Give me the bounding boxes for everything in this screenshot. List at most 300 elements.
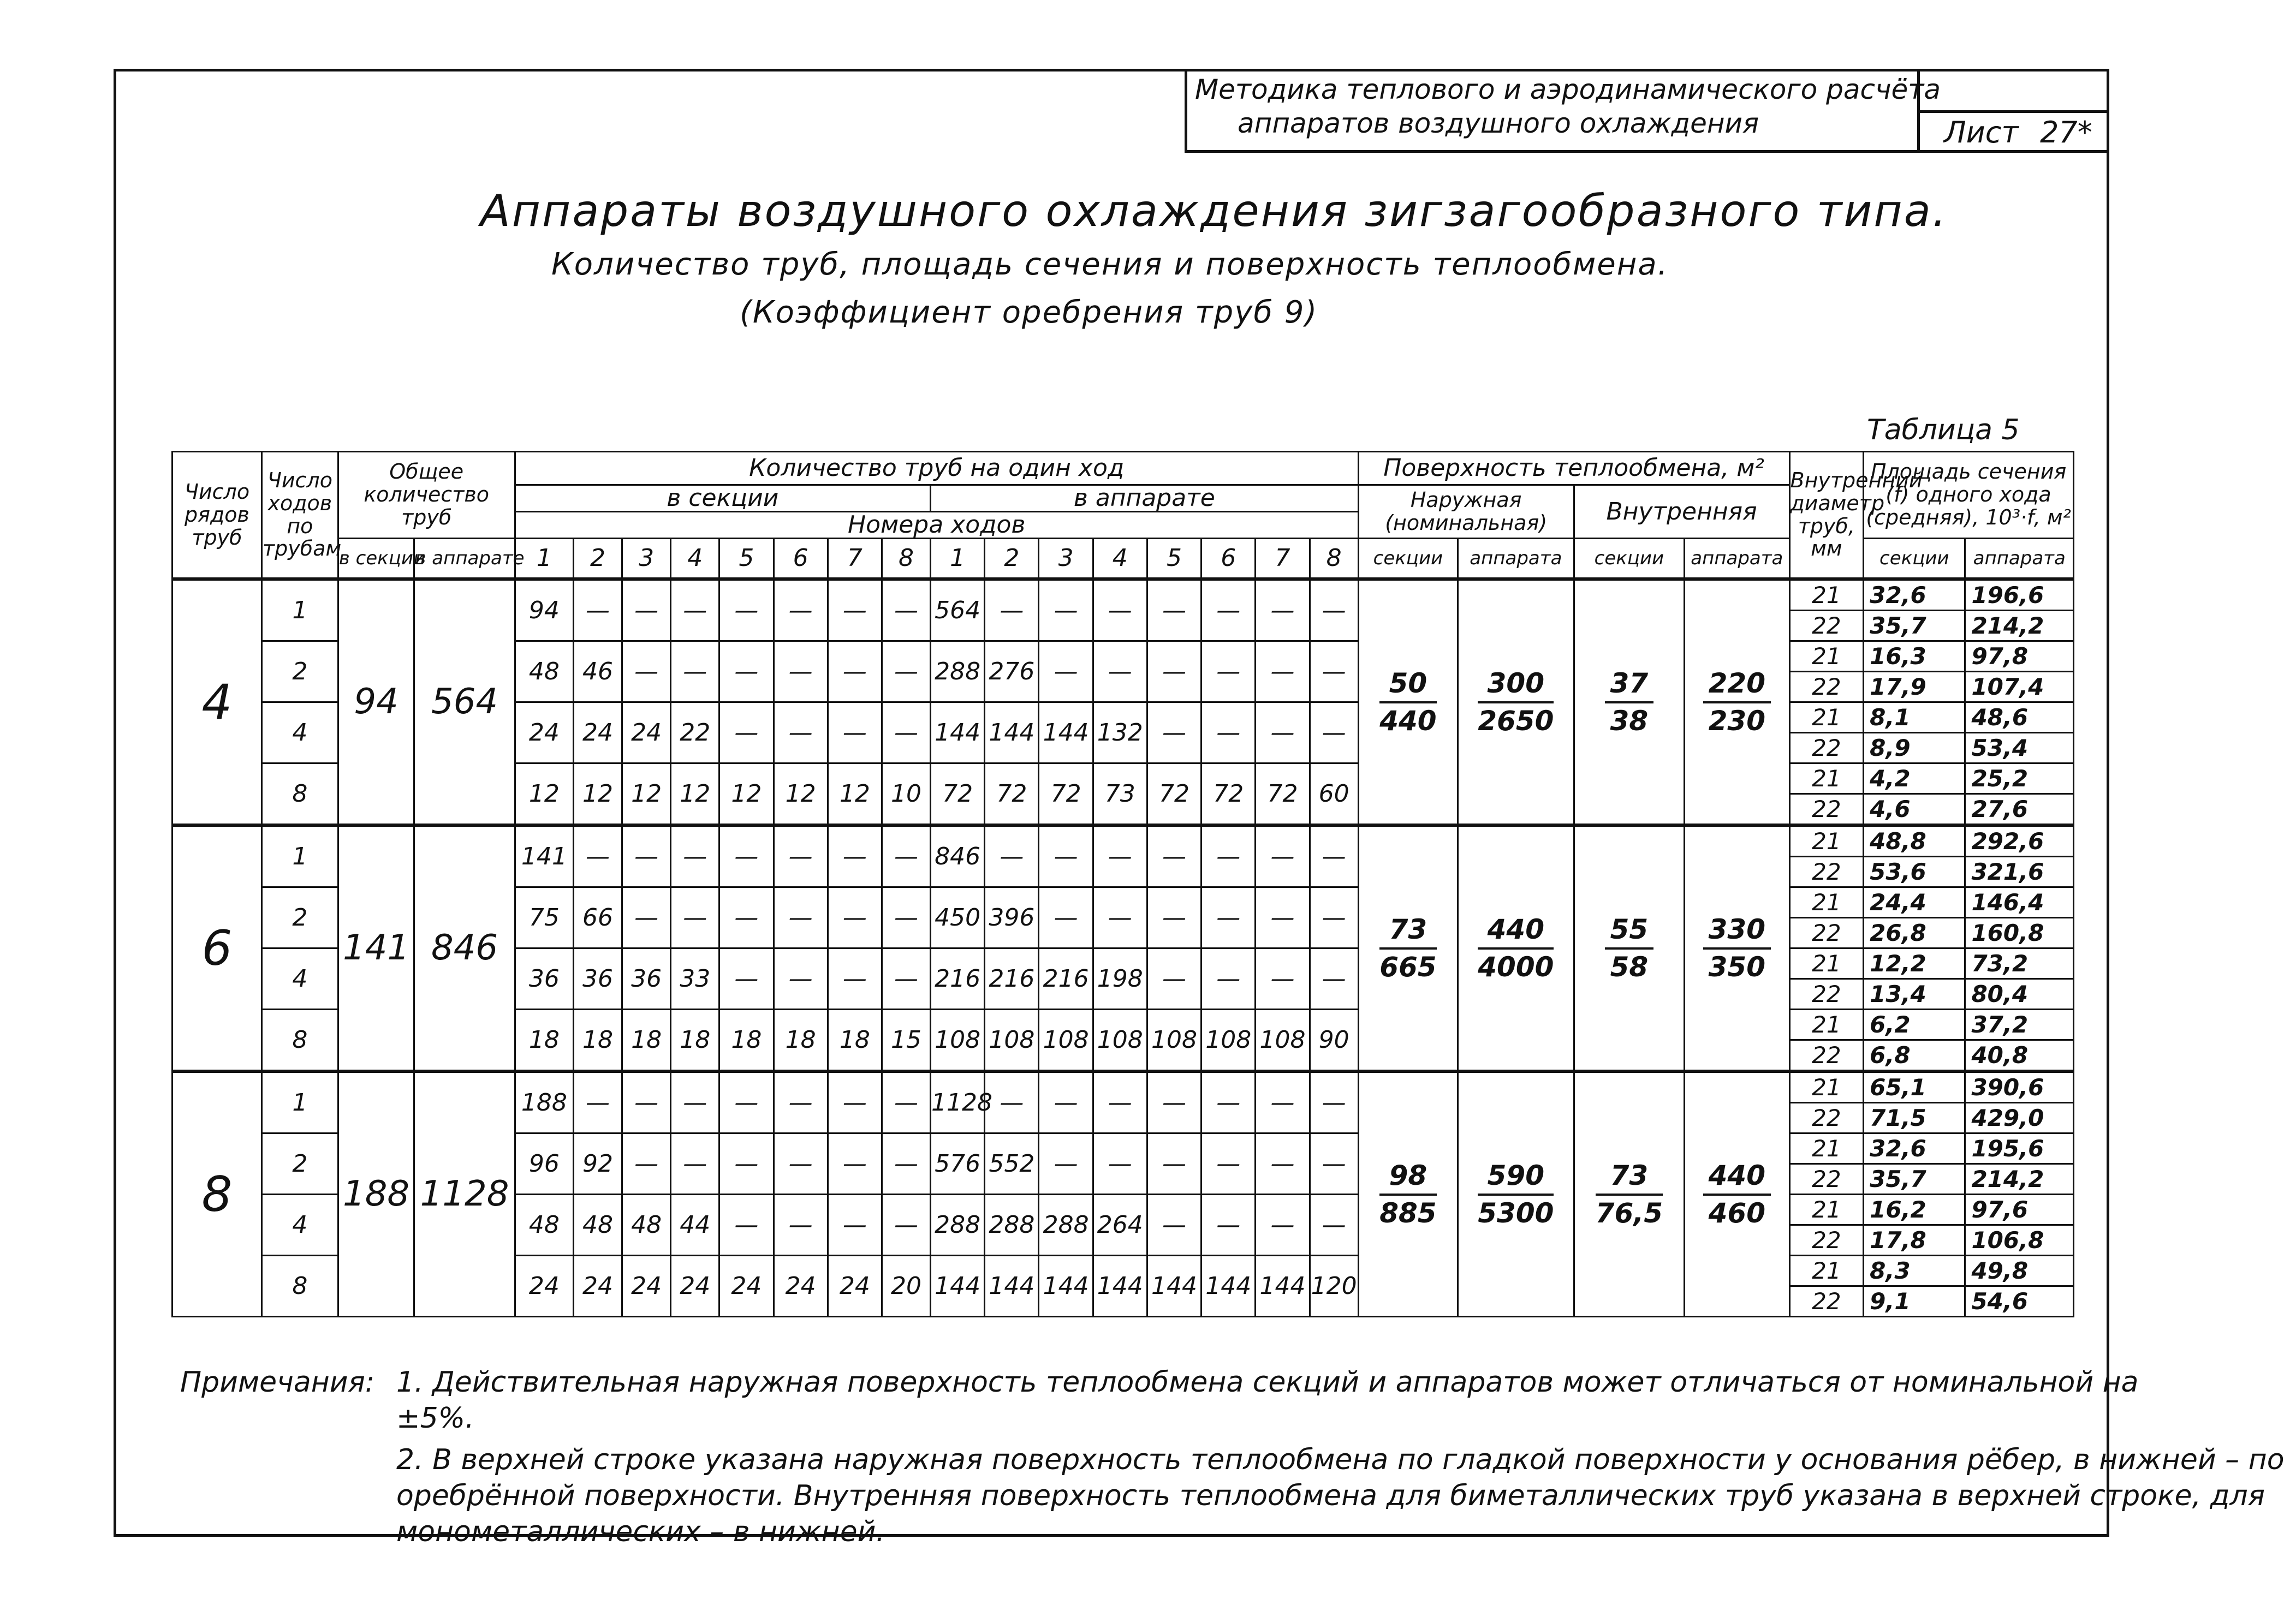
inner-diameter: 22 (1789, 1040, 1864, 1072)
tubes-per-pass-apparatus: 72 (1147, 763, 1201, 826)
tubes-per-pass-apparatus: — (1147, 579, 1201, 641)
area-section: 32,6 (1864, 1133, 1965, 1164)
area-apparatus: 195,6 (1965, 1133, 2074, 1164)
inner-surface-section-top: 73 (1596, 1161, 1663, 1196)
tubes-per-pass-apparatus: — (1147, 948, 1201, 1010)
area-apparatus: 107,4 (1965, 672, 2074, 702)
header-diameter: Внутренний диаметр труб, мм (1789, 452, 1864, 580)
area-section: 35,7 (1864, 1164, 1965, 1195)
tubes-per-pass-section: — (828, 702, 882, 763)
total-tubes-section: 188 (338, 1071, 414, 1317)
header-pass-numbers: Номера ходов (515, 512, 1358, 539)
area-apparatus: 40,8 (1965, 1040, 2074, 1072)
tubes-per-pass-section: — (622, 641, 671, 702)
tubes-per-pass-apparatus: 144 (1093, 1256, 1147, 1317)
tubes-per-pass-section: 24 (671, 1256, 719, 1317)
tubes-per-pass-section: — (671, 641, 719, 702)
tubes-per-pass-section: — (719, 887, 774, 948)
area-apparatus: 196,6 (1965, 579, 2074, 611)
tubes-per-pass-section: — (671, 1133, 719, 1195)
tubes-per-pass-apparatus: — (1147, 1133, 1201, 1195)
tubes-per-pass-apparatus: 216 (985, 948, 1039, 1010)
tubes-per-pass-section: 36 (574, 948, 622, 1010)
tubes-per-pass-apparatus: 276 (985, 641, 1039, 702)
tubes-per-pass-section: 33 (671, 948, 719, 1010)
inner-diameter: 21 (1789, 1133, 1864, 1164)
header-pass-number-apparatus: 4 (1093, 539, 1147, 580)
header-outer-apparatus: аппарата (1458, 539, 1574, 580)
header-pass-number-apparatus: 5 (1147, 539, 1201, 580)
tubes-per-pass-section: 92 (574, 1133, 622, 1195)
header-pass-number-section: 2 (574, 539, 622, 580)
passes-count: 4 (262, 948, 338, 1010)
outer-surface-section-top: 50 (1379, 669, 1436, 703)
tubes-per-pass-section: 20 (882, 1256, 930, 1317)
area-section: 8,1 (1864, 702, 1965, 733)
inner-diameter: 21 (1789, 1256, 1864, 1286)
passes-count: 2 (262, 1133, 338, 1195)
tubes-per-pass-apparatus: — (1147, 1195, 1201, 1256)
tubes-per-pass-apparatus: — (1310, 887, 1358, 948)
tubes-per-pass-apparatus: — (985, 825, 1039, 887)
tubes-per-pass-apparatus: — (1201, 887, 1256, 948)
tubes-per-pass-apparatus: 288 (985, 1195, 1039, 1256)
inner-diameter: 22 (1789, 1164, 1864, 1195)
header-pass-number-apparatus: 7 (1256, 539, 1310, 580)
tubes-per-pass-section: 94 (515, 579, 573, 641)
area-apparatus: 80,4 (1965, 979, 2074, 1010)
tubes-per-pass-apparatus: — (1093, 641, 1147, 702)
tubes-per-pass-section: — (882, 641, 930, 702)
passes-count: 8 (262, 1010, 338, 1072)
inner-surface-section-bottom: 38 (1610, 705, 1649, 737)
outer-surface-apparatus-bottom: 5300 (1478, 1197, 1554, 1229)
tubes-per-pass-apparatus: — (1256, 702, 1310, 763)
inner-surface-section (1574, 579, 1684, 825)
tubes-per-pass-apparatus: 144 (1147, 1256, 1201, 1317)
tubes-per-pass-apparatus: 288 (931, 641, 985, 702)
area-section: 35,7 (1864, 611, 1965, 641)
tubes-per-pass-section: — (774, 948, 828, 1010)
inner-diameter: 22 (1789, 857, 1864, 887)
outer-surface-section-bottom: 885 (1379, 1197, 1437, 1229)
tubes-per-pass-section: — (622, 1133, 671, 1195)
area-section: 24,4 (1864, 887, 1965, 918)
inner-diameter: 21 (1789, 1195, 1864, 1225)
tubes-per-pass-apparatus: 450 (931, 887, 985, 948)
inner-surface-section (1574, 825, 1684, 1071)
area-apparatus: 49,8 (1965, 1256, 2074, 1286)
tubes-per-pass-section: 10 (882, 763, 930, 826)
tubes-per-pass-apparatus: 576 (931, 1133, 985, 1195)
tubes-per-pass-apparatus: — (1310, 825, 1358, 887)
tubes-per-pass-apparatus: 144 (1039, 702, 1093, 763)
tubes-per-pass-section: — (574, 579, 622, 641)
area-apparatus: 54,6 (1965, 1286, 2074, 1317)
page-title: Аппараты воздушного охлаждения зигзагообразного типа. (480, 186, 1948, 236)
tubes-per-pass-section: — (671, 579, 719, 641)
inner-diameter: 22 (1789, 1225, 1864, 1256)
tubes-per-pass-apparatus: — (1093, 1133, 1147, 1195)
tubes-per-pass-section: 46 (574, 641, 622, 702)
tubes-per-pass-section: 22 (671, 702, 719, 763)
inner-surface-section-fraction (1605, 915, 1654, 981)
tubes-per-pass-apparatus: 144 (1039, 1256, 1093, 1317)
area-apparatus: 25,2 (1965, 763, 2074, 794)
inner-surface-section-fraction (1605, 669, 1654, 735)
outer-surface-apparatus-fraction (1478, 1161, 1554, 1227)
sheet-label: Лист (1944, 115, 2019, 150)
tubes-per-pass-apparatus: — (1147, 641, 1201, 702)
tubes-per-pass-section: — (774, 1133, 828, 1195)
tubes-per-pass-section: — (828, 1133, 882, 1195)
notes-heading: Примечания: (180, 1366, 375, 1399)
tubes-per-pass-apparatus: 90 (1310, 1010, 1358, 1072)
tubes-per-pass-section: 96 (515, 1133, 573, 1195)
tubes-per-pass-section: — (828, 948, 882, 1010)
tubes-per-pass-section: — (774, 1071, 828, 1133)
inner-diameter: 21 (1789, 579, 1864, 611)
tubes-per-pass-apparatus: 288 (931, 1195, 985, 1256)
outer-surface-apparatus (1458, 1071, 1574, 1317)
header-row-1 (173, 452, 2074, 485)
header-inner-section: секции (1574, 539, 1684, 580)
inner-surface-apparatus-bottom: 230 (1708, 705, 1765, 737)
tubes-per-pass-section: 24 (574, 702, 622, 763)
outer-surface-apparatus-top: 300 (1478, 669, 1554, 703)
tubes-per-pass-apparatus: 72 (1201, 763, 1256, 826)
tubes-per-pass-section: — (774, 702, 828, 763)
tubes-per-pass-section: 24 (515, 702, 573, 763)
tubes-per-pass-section: 24 (828, 1256, 882, 1317)
tubes-per-pass-section: — (622, 887, 671, 948)
area-section: 32,6 (1864, 579, 1965, 611)
tubes-per-pass-apparatus: — (1256, 579, 1310, 641)
area-apparatus: 106,8 (1965, 1225, 2074, 1256)
header-area: Площадь сечения (f) одного хода (средняя), 10³·f, м² (1864, 452, 2074, 539)
tubes-per-pass-apparatus: 108 (1093, 1010, 1147, 1072)
header-pass-number-section: 7 (828, 539, 882, 580)
inner-diameter: 21 (1789, 825, 1864, 857)
inner-surface-section-top: 55 (1605, 915, 1654, 950)
tubes-per-pass-apparatus: 396 (985, 887, 1039, 948)
header-row-4 (173, 539, 2074, 580)
inner-diameter: 21 (1789, 1071, 1864, 1103)
tubes-per-pass-apparatus: — (1147, 887, 1201, 948)
tubes-per-pass-section: — (882, 1133, 930, 1195)
outer-surface-apparatus-top: 440 (1478, 915, 1554, 950)
passes-count: 1 (262, 1071, 338, 1133)
tubes-per-pass-section: — (574, 1071, 622, 1133)
tubes-per-pass-section: 18 (574, 1010, 622, 1072)
tubes-per-pass-section: — (882, 579, 930, 641)
passes-count: 1 (262, 579, 338, 641)
tubes-per-pass-apparatus: — (1256, 948, 1310, 1010)
tubes-per-pass-apparatus: — (1310, 1133, 1358, 1195)
inner-diameter: 22 (1789, 672, 1864, 702)
tubes-per-pass-section: — (622, 825, 671, 887)
header-inner: Внутренняя (1574, 485, 1789, 539)
tubes-per-pass-section: 12 (774, 763, 828, 826)
tubes-per-pass-section: 12 (574, 763, 622, 826)
tubes-per-pass-section: 44 (671, 1195, 719, 1256)
area-apparatus: 146,4 (1965, 887, 2074, 918)
tubes-per-pass-apparatus: — (1039, 641, 1093, 702)
tubes-per-pass-section: — (882, 825, 930, 887)
tubes-per-pass-apparatus: 72 (985, 763, 1039, 826)
tubes-per-pass-apparatus: — (1039, 1133, 1093, 1195)
area-section: 71,5 (1864, 1103, 1965, 1133)
area-apparatus: 214,2 (1965, 611, 2074, 641)
tubes-per-pass-section: 48 (515, 1195, 573, 1256)
area-section: 8,3 (1864, 1256, 1965, 1286)
tubes-per-pass-section: 18 (774, 1010, 828, 1072)
tubes-per-pass-apparatus: — (1039, 579, 1093, 641)
tubes-per-pass-section: — (671, 887, 719, 948)
tubes-per-pass-apparatus: 72 (1039, 763, 1093, 826)
total-tubes-apparatus: 846 (414, 825, 515, 1071)
header-per-pass-apparatus: в аппарате (931, 485, 1359, 512)
header-total-apparatus: в аппарате (414, 539, 515, 580)
outer-surface-section (1358, 825, 1458, 1071)
data-table (171, 451, 2074, 1317)
tubes-per-pass-apparatus: 216 (931, 948, 985, 1010)
tubes-per-pass-apparatus: — (1310, 1071, 1358, 1133)
header-passes: Число ходов по трубам (262, 452, 338, 580)
rows-count: 4 (173, 579, 262, 825)
inner-surface-apparatus-top: 440 (1703, 1161, 1771, 1196)
area-section: 48,8 (1864, 825, 1965, 857)
tubes-per-pass-section: 18 (719, 1010, 774, 1072)
header-area-apparatus: аппарата (1965, 539, 2074, 580)
header-pass-number-apparatus: 3 (1039, 539, 1093, 580)
inner-diameter: 22 (1789, 611, 1864, 641)
rows-count: 6 (173, 825, 262, 1071)
tubes-per-pass-section: 48 (515, 641, 573, 702)
tubes-per-pass-section: 18 (828, 1010, 882, 1072)
inner-surface-apparatus-fraction (1703, 669, 1771, 735)
tubes-per-pass-apparatus: 108 (1039, 1010, 1093, 1072)
tubes-per-pass-apparatus: — (1201, 641, 1256, 702)
outer-surface-apparatus-top: 590 (1478, 1161, 1554, 1196)
area-apparatus: 321,6 (1965, 857, 2074, 887)
header-per-pass-section: в секции (515, 485, 930, 512)
header-total: Общее количество труб (338, 452, 515, 539)
tubes-per-pass-apparatus: 108 (1201, 1010, 1256, 1072)
tubes-per-pass-section: — (719, 948, 774, 1010)
tubes-per-pass-apparatus: — (1201, 702, 1256, 763)
inner-surface-apparatus-bottom: 350 (1708, 951, 1765, 983)
area-apparatus: 48,6 (1965, 702, 2074, 733)
tubes-per-pass-apparatus: — (1201, 825, 1256, 887)
tubes-per-pass-section: 24 (774, 1256, 828, 1317)
inner-diameter: 22 (1789, 1103, 1864, 1133)
tubes-per-pass-section: — (882, 948, 930, 1010)
tubes-per-pass-apparatus: — (1256, 1133, 1310, 1195)
sheet-number: 27* (2040, 115, 2092, 150)
tubes-per-pass-section: 12 (671, 763, 719, 826)
tubes-per-pass-apparatus: 846 (931, 825, 985, 887)
inner-surface-apparatus (1685, 825, 1789, 1071)
table-row (173, 579, 2074, 611)
outer-surface-apparatus (1458, 579, 1574, 825)
tubes-per-pass-section: — (622, 579, 671, 641)
tubes-per-pass-section: — (719, 1195, 774, 1256)
tubes-per-pass-section: 18 (515, 1010, 573, 1072)
area-section: 13,4 (1864, 979, 1965, 1010)
tubes-per-pass-section: — (882, 1195, 930, 1256)
header-pass-number-section: 5 (719, 539, 774, 580)
tubes-per-pass-apparatus: — (1201, 579, 1256, 641)
inner-diameter: 22 (1789, 794, 1864, 826)
tubes-per-pass-section: — (719, 1133, 774, 1195)
total-tubes-apparatus: 564 (414, 579, 515, 825)
tubes-per-pass-apparatus: 73 (1093, 763, 1147, 826)
outer-surface-section (1358, 579, 1458, 825)
total-tubes-apparatus: 1128 (414, 1071, 515, 1317)
fin-coefficient: (Коэффициент оребрения труб 9) (740, 295, 1318, 330)
tubes-per-pass-apparatus: 144 (931, 702, 985, 763)
outer-surface-section (1358, 1071, 1458, 1317)
inner-diameter: 21 (1789, 1010, 1864, 1040)
tubes-per-pass-section: 15 (882, 1010, 930, 1072)
tubes-per-pass-section: — (774, 641, 828, 702)
sheet-number-box (1920, 110, 2109, 150)
total-tubes-section: 94 (338, 579, 414, 825)
tubes-per-pass-apparatus: — (1256, 1071, 1310, 1133)
title-block (1185, 69, 2109, 153)
tubes-per-pass-section: 188 (515, 1071, 573, 1133)
outer-surface-apparatus-fraction (1478, 915, 1554, 981)
outer-surface-apparatus-bottom: 2650 (1478, 705, 1554, 737)
area-apparatus: 73,2 (1965, 948, 2074, 979)
tubes-per-pass-apparatus: — (1039, 887, 1093, 948)
tubes-per-pass-apparatus: — (1147, 825, 1201, 887)
area-section: 16,3 (1864, 641, 1965, 672)
tubes-per-pass-apparatus: — (1310, 948, 1358, 1010)
inner-surface-section (1574, 1071, 1684, 1317)
area-apparatus: 160,8 (1965, 918, 2074, 948)
tubes-per-pass-section: — (774, 1195, 828, 1256)
tubes-per-pass-section: 12 (622, 763, 671, 826)
header-total-section: в секции (338, 539, 414, 580)
tubes-per-pass-section: 24 (622, 702, 671, 763)
tubes-per-pass-apparatus: 144 (1201, 1256, 1256, 1317)
inner-diameter: 22 (1789, 979, 1864, 1010)
tubes-per-pass-section: — (882, 1071, 930, 1133)
tubes-per-pass-section: 36 (622, 948, 671, 1010)
outer-surface-apparatus-bottom: 4000 (1478, 951, 1554, 983)
method-title-line2: аппаратов воздушного охлаждения (1238, 108, 1759, 139)
passes-count: 8 (262, 1256, 338, 1317)
tubes-per-pass-apparatus: 144 (985, 1256, 1039, 1317)
area-section: 16,2 (1864, 1195, 1965, 1225)
tubes-per-pass-section: — (828, 1195, 882, 1256)
area-apparatus: 292,6 (1965, 825, 2074, 857)
tubes-per-pass-apparatus: — (1147, 702, 1201, 763)
tubes-per-pass-section: — (828, 1071, 882, 1133)
area-section: 8,9 (1864, 733, 1965, 763)
tubes-per-pass-apparatus: 144 (931, 1256, 985, 1317)
passes-count: 2 (262, 887, 338, 948)
header-per-pass: Количество труб на один ход (515, 452, 1358, 485)
inner-surface-apparatus (1685, 579, 1789, 825)
tubes-per-pass-apparatus: 72 (931, 763, 985, 826)
tubes-per-pass-apparatus: 288 (1039, 1195, 1093, 1256)
tubes-per-pass-section: — (774, 887, 828, 948)
tubes-per-pass-apparatus: — (1039, 1071, 1093, 1133)
tubes-per-pass-section: — (774, 579, 828, 641)
inner-diameter: 22 (1789, 733, 1864, 763)
outer-surface-apparatus (1458, 825, 1574, 1071)
tubes-per-pass-section: 18 (622, 1010, 671, 1072)
tubes-per-pass-apparatus: — (1093, 887, 1147, 948)
tubes-per-pass-apparatus: 1128 (931, 1071, 985, 1133)
area-section: 17,8 (1864, 1225, 1965, 1256)
tubes-per-pass-apparatus: 72 (1256, 763, 1310, 826)
header-pass-number-apparatus: 6 (1201, 539, 1256, 580)
inner-surface-section-fraction (1596, 1161, 1663, 1227)
inner-surface-section-bottom: 58 (1610, 951, 1649, 983)
rows-count: 8 (173, 1071, 262, 1317)
tubes-per-pass-apparatus: — (1310, 702, 1358, 763)
tubes-per-pass-apparatus: 60 (1310, 763, 1358, 826)
table-caption: Таблица 5 (1867, 414, 2020, 446)
inner-diameter: 21 (1789, 641, 1864, 672)
area-apparatus: 27,6 (1965, 794, 2074, 826)
tubes-per-pass-apparatus: — (985, 1071, 1039, 1133)
inner-surface-apparatus-fraction (1703, 1161, 1771, 1227)
tubes-per-pass-apparatus: — (1256, 641, 1310, 702)
tubes-per-pass-section: — (719, 825, 774, 887)
tubes-per-pass-section: 66 (574, 887, 622, 948)
area-apparatus: 390,6 (1965, 1071, 2074, 1103)
area-apparatus: 97,6 (1965, 1195, 2074, 1225)
area-section: 12,2 (1864, 948, 1965, 979)
area-section: 4,2 (1864, 763, 1965, 794)
tubes-per-pass-section: — (828, 887, 882, 948)
header-pass-number-apparatus: 8 (1310, 539, 1358, 580)
note-1: 1. Действительная наружная поверхность теплообмена секций и аппаратов может отличаться от номинальной на ±5%. (396, 1366, 2139, 1435)
area-section: 6,8 (1864, 1040, 1965, 1072)
tubes-per-pass-section: 24 (719, 1256, 774, 1317)
method-title-line1: Методика теплового и аэродинамического расчёта (1195, 74, 1941, 105)
header-pass-number-section: 1 (515, 539, 573, 580)
header-pass-number-section: 3 (622, 539, 671, 580)
outer-surface-section-fraction (1379, 1161, 1436, 1227)
inner-surface-apparatus (1685, 1071, 1789, 1317)
tubes-per-pass-section: — (719, 1071, 774, 1133)
area-apparatus: 97,8 (1965, 641, 2074, 672)
inner-diameter: 21 (1789, 702, 1864, 733)
area-section: 4,6 (1864, 794, 1965, 826)
tubes-per-pass-section: 12 (719, 763, 774, 826)
inner-diameter: 21 (1789, 763, 1864, 794)
inner-surface-apparatus-fraction (1703, 915, 1771, 981)
outer-surface-section-fraction (1379, 669, 1436, 735)
header-area-section: секции (1864, 539, 1965, 580)
area-apparatus: 429,0 (1965, 1103, 2074, 1133)
tubes-per-pass-apparatus: 132 (1093, 702, 1147, 763)
tubes-per-pass-section: — (719, 579, 774, 641)
tubes-per-pass-apparatus: — (1310, 641, 1358, 702)
tubes-per-pass-section: 48 (574, 1195, 622, 1256)
tubes-per-pass-section: — (774, 825, 828, 887)
header-outer-section: секции (1358, 539, 1458, 580)
tubes-per-pass-apparatus: — (1310, 579, 1358, 641)
passes-count: 4 (262, 1195, 338, 1256)
tubes-per-pass-section: 24 (574, 1256, 622, 1317)
